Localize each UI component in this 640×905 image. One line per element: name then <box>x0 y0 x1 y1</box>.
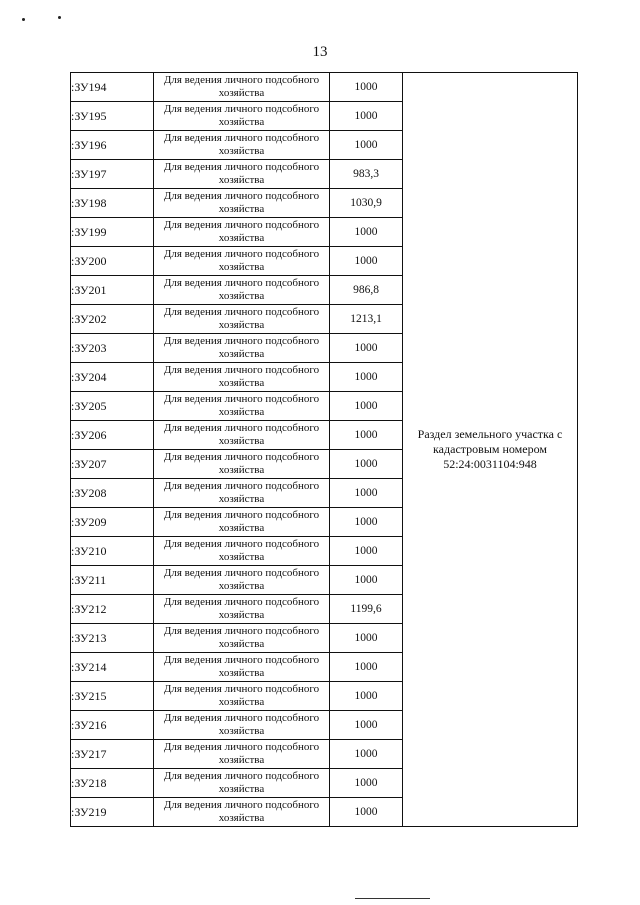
parcel-id-cell: :ЗУ203 <box>71 334 154 363</box>
parcel-id-cell: :ЗУ209 <box>71 508 154 537</box>
permitted-use-cell: Для ведения личного подсобного хозяйства <box>154 276 330 305</box>
area-cell: 1000 <box>330 247 403 276</box>
area-cell: 1000 <box>330 363 403 392</box>
parcel-id-cell: :ЗУ206 <box>71 421 154 450</box>
parcel-id-cell: :ЗУ214 <box>71 653 154 682</box>
parcel-id-cell: :ЗУ196 <box>71 131 154 160</box>
parcel-id-cell: :ЗУ205 <box>71 392 154 421</box>
parcel-id-cell: :ЗУ213 <box>71 624 154 653</box>
parcel-id-cell: :ЗУ198 <box>71 189 154 218</box>
permitted-use-cell: Для ведения личного подсобного хозяйства <box>154 334 330 363</box>
parcel-id-cell: :ЗУ195 <box>71 102 154 131</box>
parcel-id-cell: :ЗУ207 <box>71 450 154 479</box>
parcel-id-cell: :ЗУ217 <box>71 740 154 769</box>
area-cell: 1000 <box>330 711 403 740</box>
area-cell: 1000 <box>330 682 403 711</box>
parcel-id-cell: :ЗУ197 <box>71 160 154 189</box>
permitted-use-cell: Для ведения личного подсобного хозяйства <box>154 682 330 711</box>
permitted-use-cell: Для ведения личного подсобного хозяйства <box>154 508 330 537</box>
parcel-id-cell: :ЗУ202 <box>71 305 154 334</box>
permitted-use-cell: Для ведения личного подсобного хозяйства <box>154 595 330 624</box>
permitted-use-cell: Для ведения личного подсобного хозяйства <box>154 566 330 595</box>
permitted-use-cell: Для ведения личного подсобного хозяйства <box>154 102 330 131</box>
parcel-id-cell: :ЗУ215 <box>71 682 154 711</box>
permitted-use-cell: Для ведения личного подсобного хозяйства <box>154 421 330 450</box>
parcel-id-cell: :ЗУ199 <box>71 218 154 247</box>
area-cell: 983,3 <box>330 160 403 189</box>
permitted-use-cell: Для ведения личного подсобного хозяйства <box>154 624 330 653</box>
permitted-use-cell: Для ведения личного подсобного хозяйства <box>154 189 330 218</box>
permitted-use-cell: Для ведения личного подсобного хозяйства <box>154 160 330 189</box>
scan-speck <box>58 16 61 19</box>
area-cell: 1000 <box>330 479 403 508</box>
parcel-id-cell: :ЗУ204 <box>71 363 154 392</box>
parcel-id-cell: :ЗУ212 <box>71 595 154 624</box>
area-cell: 1000 <box>330 421 403 450</box>
permitted-use-cell: Для ведения личного подсобного хозяйства <box>154 653 330 682</box>
parcel-id-cell: :ЗУ211 <box>71 566 154 595</box>
area-cell: 1000 <box>330 450 403 479</box>
parcel-id-cell: :ЗУ210 <box>71 537 154 566</box>
parcel-id-cell: :ЗУ216 <box>71 711 154 740</box>
parcel-id-cell: :ЗУ219 <box>71 798 154 827</box>
permitted-use-cell: Для ведения личного подсобного хозяйства <box>154 769 330 798</box>
permitted-use-cell: Для ведения личного подсобного хозяйства <box>154 363 330 392</box>
area-cell: 1000 <box>330 653 403 682</box>
area-cell: 1213,1 <box>330 305 403 334</box>
area-cell: 1000 <box>330 508 403 537</box>
area-cell: 1000 <box>330 334 403 363</box>
permitted-use-cell: Для ведения личного подсобного хозяйства <box>154 711 330 740</box>
permitted-use-cell: Для ведения личного подсобного хозяйства <box>154 73 330 102</box>
parcel-id-cell: :ЗУ201 <box>71 276 154 305</box>
permitted-use-cell: Для ведения личного подсобного хозяйства <box>154 131 330 160</box>
area-cell: 1000 <box>330 131 403 160</box>
permitted-use-cell: Для ведения личного подсобного хозяйства <box>154 218 330 247</box>
parcel-id-cell: :ЗУ194 <box>71 73 154 102</box>
parcel-id-cell: :ЗУ200 <box>71 247 154 276</box>
area-cell: 986,8 <box>330 276 403 305</box>
permitted-use-cell: Для ведения личного подсобного хозяйства <box>154 450 330 479</box>
area-cell: 1000 <box>330 769 403 798</box>
area-cell: 1000 <box>330 624 403 653</box>
area-cell: 1000 <box>330 537 403 566</box>
area-cell: 1199,6 <box>330 595 403 624</box>
parcel-id-cell: :ЗУ208 <box>71 479 154 508</box>
page-number: 13 <box>312 44 328 60</box>
permitted-use-cell: Для ведения личного подсобного хозяйства <box>154 247 330 276</box>
area-cell: 1000 <box>330 73 403 102</box>
permitted-use-cell: Для ведения личного подсобного хозяйства <box>154 305 330 334</box>
area-cell: 1030,9 <box>330 189 403 218</box>
scan-speck <box>22 18 25 21</box>
permitted-use-cell: Для ведения личного подсобного хозяйства <box>154 537 330 566</box>
formation-method-cell: Раздел земельного участка с кадастровым номером 52:24:0031104:948 <box>403 73 578 827</box>
area-cell: 1000 <box>330 798 403 827</box>
permitted-use-cell: Для ведения личного подсобного хозяйства <box>154 798 330 827</box>
area-cell: 1000 <box>330 392 403 421</box>
permitted-use-cell: Для ведения личного подсобного хозяйства <box>154 392 330 421</box>
area-cell: 1000 <box>330 740 403 769</box>
area-cell: 1000 <box>330 218 403 247</box>
permitted-use-cell: Для ведения личного подсобного хозяйства <box>154 479 330 508</box>
parcel-id-cell: :ЗУ218 <box>71 769 154 798</box>
parcels-table <box>70 72 578 827</box>
area-cell: 1000 <box>330 102 403 131</box>
area-cell: 1000 <box>330 566 403 595</box>
permitted-use-cell: Для ведения личного подсобного хозяйства <box>154 740 330 769</box>
footer-line <box>355 898 430 899</box>
table-row <box>71 73 578 102</box>
parcels-table-body <box>71 73 578 827</box>
